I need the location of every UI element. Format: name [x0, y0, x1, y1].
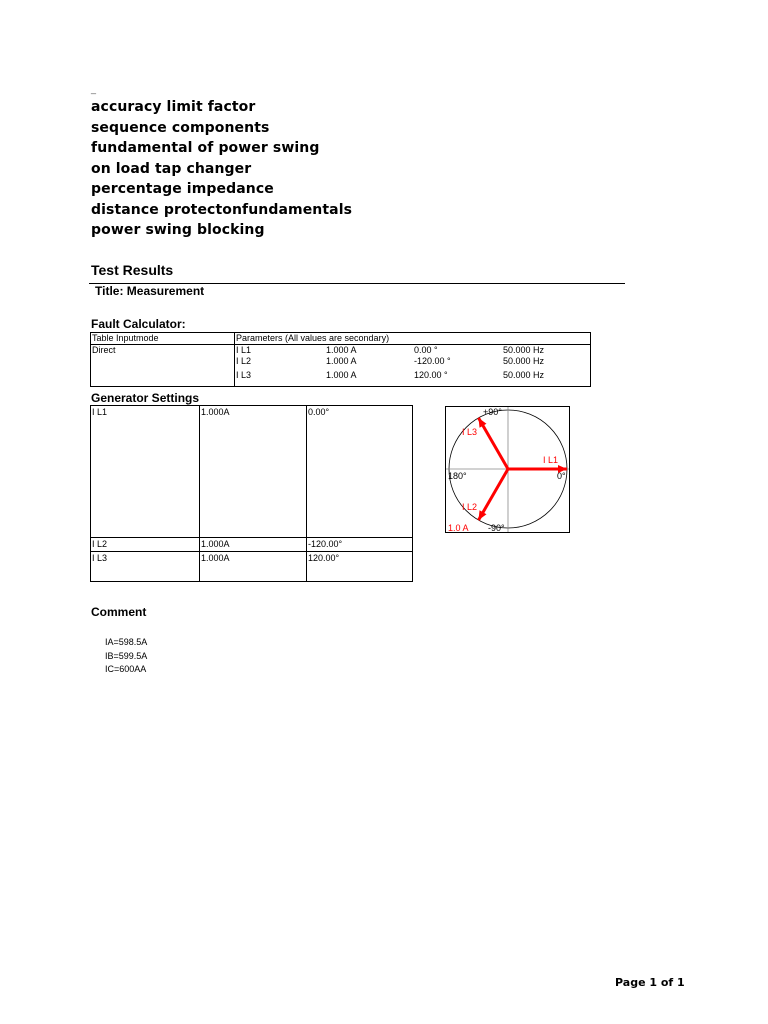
- phasor-vector-label: I L1: [543, 455, 559, 465]
- table-cell: 1.000 A: [326, 356, 357, 366]
- table-cell: I L3: [236, 370, 252, 380]
- tag-item[interactable]: accuracy limit factor: [91, 99, 256, 115]
- comment-line: IA=598.5A: [105, 637, 148, 647]
- table-cell: 0.00 °: [414, 345, 438, 355]
- comment-body: [105, 636, 147, 677]
- generator-settings-heading: Generator Settings: [91, 391, 200, 405]
- table-cell: 0.00°: [307, 406, 413, 538]
- test-title: Title: Measurement: [95, 284, 205, 298]
- phasor-label-bottom: -90°: [488, 523, 505, 533]
- phasor-svg: [445, 406, 570, 533]
- comment-line: IC=600AA: [105, 664, 147, 674]
- table-cell: I L1: [91, 406, 200, 538]
- table-cell: 50.000 Hz: [503, 356, 545, 366]
- fault-calculator-heading: Fault Calculator:: [91, 317, 186, 331]
- table-row: [91, 345, 591, 387]
- fault-calculator-table: [90, 332, 591, 387]
- phasor-vector-label: I L3: [462, 427, 478, 437]
- table-cell: 1.000A: [200, 552, 307, 582]
- comment-line: IB=599.5A: [105, 650, 148, 661]
- tag-item[interactable]: on load tap changer: [91, 160, 252, 177]
- table-cell: 1.000A: [200, 406, 307, 538]
- tag-item[interactable]: power swing blocking: [91, 222, 265, 238]
- table-cell: -120.00 °: [414, 356, 451, 366]
- top-mark: _: [91, 84, 97, 94]
- parameter-row: [235, 345, 590, 356]
- test-results-heading: Test Results: [91, 262, 174, 278]
- table-row: [91, 406, 413, 538]
- phasor-label-right: 0°: [557, 471, 566, 481]
- table-cell: 120.00 °: [414, 370, 448, 380]
- table-cell: 50.000 Hz: [503, 370, 545, 380]
- phasor-scale: 1.0 A: [448, 523, 469, 533]
- table-cell: 1.000 A: [326, 345, 357, 355]
- table-cell: I L1: [236, 345, 252, 355]
- parameter-row: [235, 367, 590, 381]
- tag-item[interactable]: fundamental of power swing: [91, 140, 320, 156]
- table-cell: I L3: [91, 552, 200, 582]
- page-number: Page 1 of 1: [615, 976, 685, 989]
- phasor-label-top: +90°: [483, 407, 502, 417]
- table-cell: 120.00°: [307, 552, 413, 582]
- tag-item[interactable]: distance protectonfundamentals: [91, 201, 353, 218]
- parameter-row: [235, 356, 590, 367]
- comment-heading: Comment: [91, 605, 147, 619]
- table-header-cell: Parameters (All values are secondary): [235, 333, 591, 345]
- table-cell: I L2: [236, 356, 252, 366]
- generator-settings-table: [90, 405, 413, 582]
- tag-item[interactable]: percentage impedance: [91, 181, 274, 197]
- table-header-row: [91, 333, 591, 345]
- table-row: [91, 552, 413, 582]
- phasor-vector-label: I L2: [462, 502, 478, 512]
- table-cell: 1.000 A: [326, 370, 357, 380]
- table-cell: -120.00°: [307, 538, 413, 552]
- table-cell: I L2: [91, 538, 200, 552]
- tag-list: [91, 97, 352, 241]
- phasor-label-left: 180°: [448, 471, 467, 481]
- phasor-diagram: [445, 406, 570, 533]
- table-cell: 50.000 Hz: [503, 345, 545, 355]
- table-header-cell: Table Inputmode: [91, 333, 235, 345]
- parameter-subtable: [235, 345, 590, 381]
- table-row: [91, 538, 413, 552]
- table-cell: 1.000A: [200, 538, 307, 552]
- input-mode-cell: Direct: [91, 345, 235, 387]
- tag-item[interactable]: sequence components: [91, 119, 270, 136]
